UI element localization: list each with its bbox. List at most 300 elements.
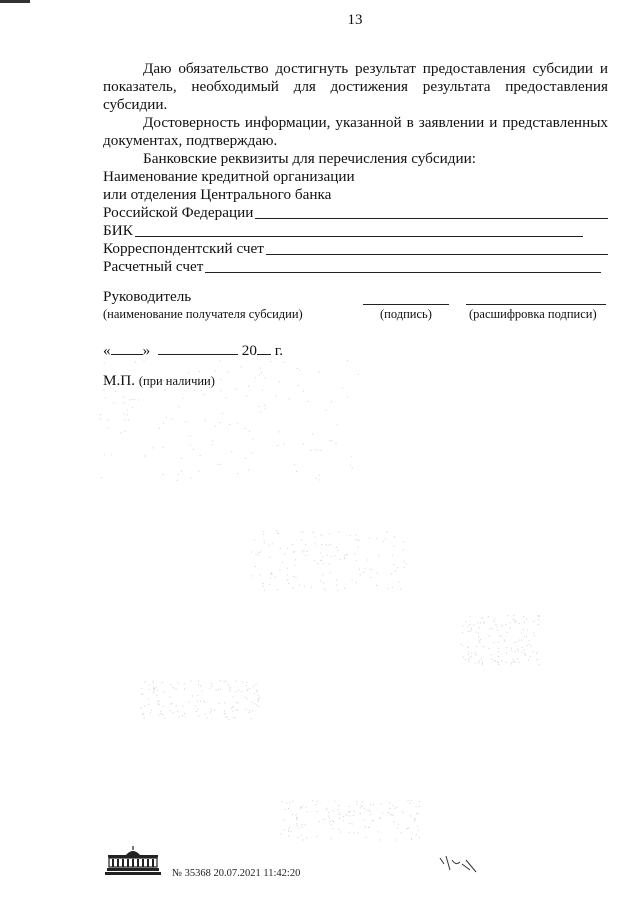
scan-speck xyxy=(226,681,227,682)
scan-speck xyxy=(259,697,260,698)
scan-speck xyxy=(225,717,226,718)
scan-speck xyxy=(152,447,153,448)
bik-label: БИК xyxy=(103,222,133,239)
scan-speck xyxy=(260,575,261,576)
scan-speck xyxy=(332,441,333,442)
scan-speck xyxy=(476,632,477,633)
scan-speck xyxy=(148,699,149,700)
scan-speck xyxy=(236,709,237,710)
scan-speck xyxy=(101,477,102,478)
scan-speck xyxy=(237,702,238,703)
scan-speck xyxy=(480,639,481,640)
scan-speck xyxy=(336,547,337,548)
scan-speck xyxy=(212,441,213,442)
scan-speck xyxy=(376,573,377,574)
signature-blank[interactable] xyxy=(363,303,449,305)
scan-speck xyxy=(482,664,483,665)
scan-speck xyxy=(296,577,297,578)
scan-speck xyxy=(196,711,197,712)
scan-speck xyxy=(470,657,471,658)
scan-speck xyxy=(270,361,271,362)
scan-speck xyxy=(300,531,301,532)
scan-speck xyxy=(249,431,250,432)
date-line xyxy=(103,342,283,360)
scan-speck xyxy=(419,837,420,838)
scan-speck xyxy=(506,647,507,648)
scan-speck xyxy=(220,422,221,423)
scan-speck xyxy=(397,567,398,568)
scan-speck xyxy=(496,624,497,625)
scan-speck xyxy=(256,684,257,685)
scan-speck xyxy=(247,699,248,700)
scan-speck xyxy=(360,574,361,575)
scan-speck xyxy=(513,619,514,620)
scan-speck xyxy=(224,702,225,703)
scan-speck xyxy=(190,436,191,437)
scan-speck xyxy=(257,691,258,692)
scan-speck xyxy=(303,550,304,551)
scan-speck xyxy=(292,544,293,545)
scan-speck xyxy=(328,816,329,817)
scan-speck xyxy=(260,412,261,413)
scan-speck xyxy=(248,470,249,471)
scan-speck xyxy=(479,627,480,628)
scan-speck xyxy=(283,362,284,363)
scan-speck xyxy=(349,823,350,824)
scan-speck xyxy=(113,402,114,403)
scan-speck xyxy=(476,654,477,655)
date-month-blank[interactable] xyxy=(158,342,238,355)
scan-speck xyxy=(332,828,333,829)
scan-speck xyxy=(235,717,236,718)
scan-speck xyxy=(514,620,515,621)
scan-speck xyxy=(356,582,357,583)
scan-speck xyxy=(233,717,234,718)
paragraph-reliability-line-1: Достоверность информации, указанной в заявлении и представленных xyxy=(143,114,608,131)
scan-speck xyxy=(525,653,526,654)
scan-speck xyxy=(255,566,256,567)
scan-speck xyxy=(414,820,415,821)
scan-speck xyxy=(331,401,332,402)
scan-speck xyxy=(336,584,337,585)
scan-speck xyxy=(306,837,307,838)
scan-speck xyxy=(475,663,476,664)
scan-speck xyxy=(482,617,483,618)
scan-speck xyxy=(481,618,482,619)
scan-speck xyxy=(358,547,359,548)
scan-speck xyxy=(204,714,205,715)
scan-speck xyxy=(177,711,178,712)
scan-speck xyxy=(263,534,264,535)
scan-speck xyxy=(200,455,201,456)
scan-speck xyxy=(479,642,480,643)
scan-speck xyxy=(410,815,411,816)
scan-speck xyxy=(363,572,364,573)
scan-speck xyxy=(478,662,479,663)
scan-speck xyxy=(212,708,213,709)
scan-speck xyxy=(258,555,259,556)
scan-speck xyxy=(209,688,210,689)
corr-account-blank[interactable] xyxy=(266,253,608,255)
stamp-note: (при наличии) xyxy=(138,374,215,388)
scan-speck xyxy=(403,812,404,813)
scan-speck xyxy=(211,683,212,684)
scan-speck xyxy=(513,661,514,662)
scan-speck xyxy=(248,386,249,387)
scan-speck xyxy=(193,449,194,450)
scan-speck xyxy=(233,696,234,697)
scan-speck xyxy=(271,573,272,574)
scan-speck xyxy=(161,711,162,712)
date-year-blank[interactable] xyxy=(257,342,271,355)
scan-speck xyxy=(350,465,351,466)
scan-speck xyxy=(394,536,395,537)
scan-speck xyxy=(304,586,305,587)
scan-speck xyxy=(369,538,370,539)
scan-speck xyxy=(233,711,234,712)
scan-speck xyxy=(198,684,199,685)
scan-speck xyxy=(347,360,348,361)
scan-speck xyxy=(245,697,246,698)
scan-speck xyxy=(235,691,236,692)
scan-speck xyxy=(150,712,151,713)
scan-speck xyxy=(366,837,367,838)
scan-speck xyxy=(159,428,160,429)
scan-speck xyxy=(489,635,490,636)
scan-speck xyxy=(414,819,415,820)
settlement-account-blank[interactable] xyxy=(205,271,601,273)
scan-speck xyxy=(252,711,253,712)
scan-speck xyxy=(231,451,232,452)
scan-speck xyxy=(529,644,530,645)
scan-speck xyxy=(178,474,179,475)
scan-speck xyxy=(289,802,290,803)
scan-speck xyxy=(460,644,461,645)
scan-speck xyxy=(499,636,500,637)
registration-stamp-text: № 35368 20.07.2021 11:42:20 xyxy=(172,868,301,879)
scan-speck xyxy=(507,615,508,616)
scan-speck xyxy=(171,703,172,704)
scan-speck xyxy=(340,832,341,833)
scan-speck xyxy=(330,572,331,573)
scan-speck xyxy=(514,615,515,616)
scan-speck xyxy=(314,561,315,562)
scan-speck xyxy=(488,648,489,649)
scan-speck xyxy=(250,718,251,719)
scan-speck xyxy=(462,646,463,647)
scan-speck xyxy=(370,814,371,815)
scan-speck xyxy=(256,690,257,691)
scan-speck xyxy=(344,555,345,556)
scan-speck xyxy=(288,831,289,832)
scan-speck xyxy=(482,663,483,664)
scan-speck xyxy=(469,624,470,625)
scan-speck xyxy=(181,458,182,459)
scan-speck xyxy=(317,811,318,812)
scan-speck xyxy=(494,661,495,662)
scan-speck xyxy=(394,808,395,809)
scan-speck xyxy=(510,622,511,623)
scan-speck xyxy=(403,550,404,551)
scan-speck xyxy=(141,694,142,695)
scan-speck xyxy=(198,471,199,472)
scan-speck xyxy=(519,662,520,663)
corr-account-field[interactable] xyxy=(103,240,608,258)
transcript-caption: (расшифровка подписи) xyxy=(469,307,597,321)
scan-speck xyxy=(306,551,307,552)
scan-speck xyxy=(336,443,337,444)
scan-speck xyxy=(163,691,164,692)
date-day-blank[interactable] xyxy=(111,342,143,355)
scan-speck xyxy=(391,815,392,816)
scan-speck xyxy=(319,475,320,476)
scan-speck xyxy=(350,535,351,536)
scan-speck xyxy=(305,807,306,808)
paragraph-obligation-line-2: показатель, необходимый для достижения результата предоставления xyxy=(103,78,608,95)
scan-speck xyxy=(184,713,185,714)
scan-speck xyxy=(408,800,409,801)
scan-speck xyxy=(506,632,507,633)
scan-speck xyxy=(123,397,124,398)
scan-speck xyxy=(288,829,289,830)
scan-speck xyxy=(184,688,185,689)
scan-speck xyxy=(396,807,397,808)
scan-speck xyxy=(416,806,417,807)
scan-speck xyxy=(275,396,276,397)
scan-speck xyxy=(301,827,302,828)
scan-speck xyxy=(468,647,469,648)
scan-speck xyxy=(404,561,405,562)
scan-speck xyxy=(154,689,155,690)
scan-speck xyxy=(352,580,353,581)
settlement-account-field[interactable] xyxy=(103,258,601,276)
scan-speck xyxy=(258,699,259,700)
transcript-blank[interactable] xyxy=(466,303,606,305)
scan-speck xyxy=(311,587,312,588)
scan-speck xyxy=(202,691,203,692)
scan-speck xyxy=(338,805,339,806)
scan-speck xyxy=(372,820,373,821)
scan-speck xyxy=(323,563,324,564)
scan-speck xyxy=(348,811,349,812)
scan-speck xyxy=(222,413,223,414)
scan-speck xyxy=(538,615,539,616)
scan-speck xyxy=(524,636,525,637)
scan-speck xyxy=(502,626,503,627)
scan-speck xyxy=(519,640,520,641)
scan-speck xyxy=(198,695,199,696)
scan-speck xyxy=(256,705,257,706)
scan-speck xyxy=(129,399,130,400)
scan-speck xyxy=(327,555,328,556)
scan-speck xyxy=(468,631,469,632)
scan-speck xyxy=(471,656,472,657)
scan-speck xyxy=(227,716,228,717)
scan-speck xyxy=(144,706,145,707)
scan-speck xyxy=(402,811,403,812)
scan-speck xyxy=(322,535,323,536)
scan-speck xyxy=(294,565,295,566)
scan-speck xyxy=(190,477,191,478)
scan-speck xyxy=(237,423,238,424)
scan-speck xyxy=(229,687,230,688)
scan-speck xyxy=(358,540,359,541)
scan-speck xyxy=(385,539,386,540)
scan-speck xyxy=(259,406,260,407)
scan-speck xyxy=(158,715,159,716)
scan-speck xyxy=(316,836,317,837)
scan-speck xyxy=(501,660,502,661)
scan-speck xyxy=(358,540,359,541)
scan-speck xyxy=(305,824,306,825)
scan-speck xyxy=(329,533,330,534)
bank-name-field[interactable] xyxy=(103,204,608,222)
scan-speck xyxy=(406,563,407,564)
scan-speck xyxy=(408,828,409,829)
scan-speck xyxy=(411,838,412,839)
signature-title: Руководитель xyxy=(103,288,192,305)
scan-speck xyxy=(504,641,505,642)
scan-speck xyxy=(328,545,329,546)
scan-speck xyxy=(264,589,265,590)
scan-speck xyxy=(241,366,242,367)
bik-blank[interactable] xyxy=(135,235,583,237)
scan-speck xyxy=(498,662,499,663)
scan-speck xyxy=(230,690,231,691)
scan-speck xyxy=(288,583,289,584)
scan-speck xyxy=(321,450,322,451)
scan-speck xyxy=(525,655,526,656)
scan-speck xyxy=(302,551,303,552)
scan-speck xyxy=(493,642,494,643)
scan-speck xyxy=(160,713,161,714)
scan-speck xyxy=(293,552,294,553)
scan-speck xyxy=(289,827,290,828)
settlement-account-label: Расчетный счет xyxy=(103,258,204,275)
scan-speck xyxy=(284,443,285,444)
scan-speck xyxy=(218,689,219,690)
scan-speck xyxy=(206,717,207,718)
scan-speck xyxy=(358,832,359,833)
scan-speck xyxy=(404,567,405,568)
scan-speck xyxy=(220,680,221,681)
scan-speck xyxy=(355,535,356,536)
scan-speck xyxy=(247,690,248,691)
scan-speck xyxy=(506,662,507,663)
scan-speck xyxy=(269,557,270,558)
scan-speck xyxy=(245,458,246,459)
scan-speck xyxy=(203,701,204,702)
scan-speck xyxy=(483,621,484,622)
scan-speck xyxy=(320,580,321,581)
scan-speck xyxy=(380,803,381,804)
scan-speck xyxy=(357,804,358,805)
scan-speck xyxy=(163,423,164,424)
scan-speck xyxy=(229,424,230,425)
scan-speck xyxy=(390,808,391,809)
scan-speck xyxy=(296,814,297,815)
scan-speck xyxy=(468,661,469,662)
scan-speck xyxy=(325,589,326,590)
scan-speck xyxy=(512,662,513,663)
scan-speck xyxy=(173,687,174,688)
scan-speck xyxy=(519,623,520,624)
scan-speck xyxy=(138,400,139,401)
scan-speck xyxy=(513,659,514,660)
scan-speck xyxy=(494,618,495,619)
scan-speck xyxy=(104,454,105,455)
scan-speck xyxy=(390,814,391,815)
scan-speck xyxy=(293,576,294,577)
scan-speck xyxy=(492,659,493,660)
scan-speck xyxy=(379,818,380,819)
bank-name-blank[interactable] xyxy=(255,217,608,219)
scan-speck xyxy=(254,703,255,704)
scan-speck xyxy=(343,816,344,817)
scan-speck xyxy=(127,410,128,411)
scan-speck xyxy=(282,801,283,802)
scan-speck xyxy=(321,560,322,561)
scan-speck xyxy=(319,479,320,480)
scan-speck xyxy=(354,811,355,812)
scan-speck xyxy=(198,716,199,717)
scan-speck xyxy=(360,807,361,808)
scan-speck xyxy=(481,658,482,659)
scan-speck xyxy=(247,690,248,691)
scan-speck xyxy=(270,578,271,579)
scan-speck xyxy=(100,414,101,415)
scan-speck xyxy=(178,682,179,683)
scan-speck xyxy=(293,801,294,802)
scan-speck xyxy=(297,825,298,826)
scan-speck xyxy=(231,708,232,709)
scan-speck xyxy=(127,414,128,415)
scan-speck xyxy=(317,450,318,451)
scan-speck xyxy=(323,582,324,583)
scan-speck xyxy=(498,664,499,665)
scan-speck xyxy=(236,702,237,703)
scan-speck xyxy=(494,660,495,661)
scan-speck xyxy=(362,801,363,802)
scan-speck xyxy=(232,707,233,708)
scan-speck xyxy=(400,832,401,833)
scan-speck xyxy=(387,588,388,589)
scan-speck xyxy=(320,535,321,536)
scan-speck xyxy=(498,630,499,631)
scan-speck xyxy=(495,624,496,625)
scan-speck xyxy=(264,405,265,406)
scan-speck xyxy=(343,820,344,821)
scan-speck xyxy=(220,688,221,689)
scan-speck xyxy=(296,823,297,824)
scan-speck xyxy=(526,636,527,637)
scan-speck xyxy=(327,808,328,809)
scan-speck xyxy=(123,402,124,403)
scan-speck xyxy=(347,396,348,397)
scan-speck xyxy=(303,840,304,841)
scan-speck xyxy=(300,808,301,809)
scan-speck xyxy=(299,585,300,586)
scan-speck xyxy=(365,826,366,827)
scan-speck xyxy=(141,688,142,689)
scan-speck xyxy=(173,712,174,713)
bik-field[interactable] xyxy=(103,222,583,240)
scan-speck xyxy=(403,541,404,542)
scan-speck xyxy=(108,420,109,421)
scan-speck xyxy=(225,713,226,714)
scan-speck xyxy=(297,368,298,369)
scan-speck xyxy=(369,809,370,810)
